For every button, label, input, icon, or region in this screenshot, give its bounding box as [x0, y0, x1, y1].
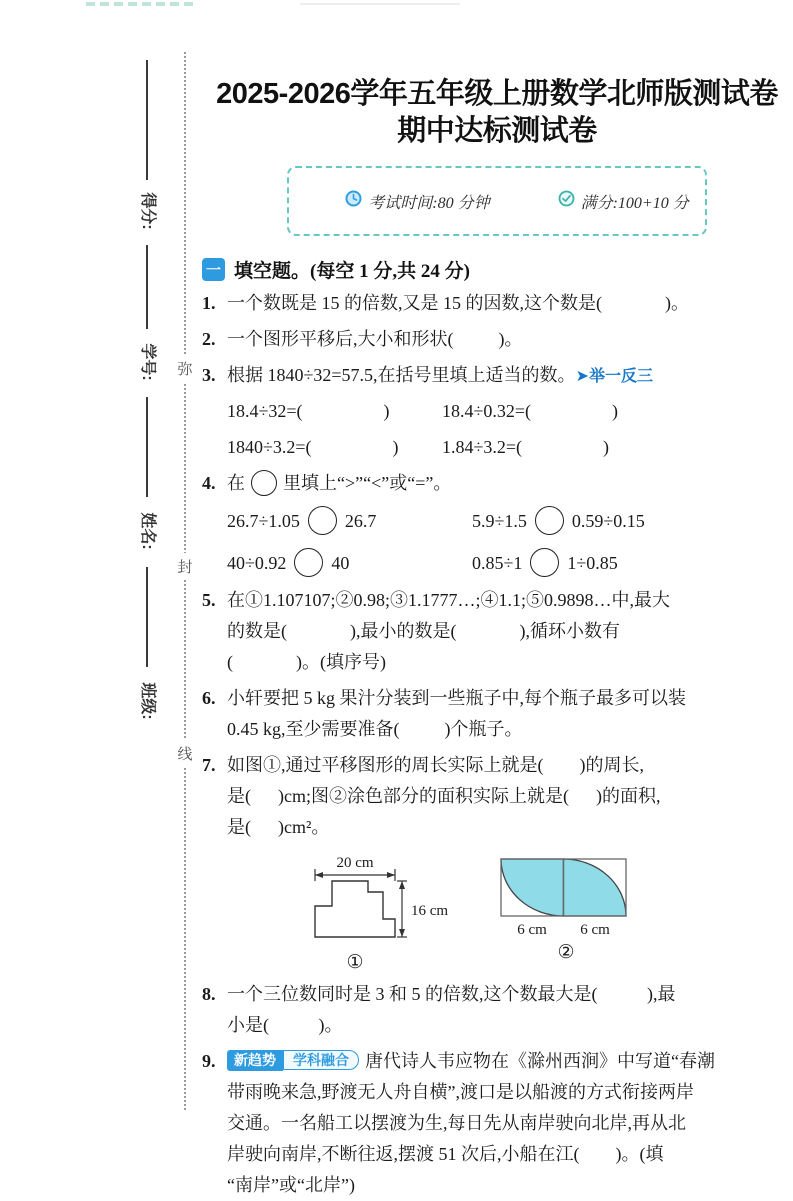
question-number: 6. — [202, 688, 216, 708]
section-1-title: 填空题。(每空 1 分,共 24 分) — [234, 261, 470, 282]
question-number: 3. — [202, 365, 216, 385]
main-content — [202, 76, 792, 1201]
question-7 — [202, 750, 792, 843]
right-square-label: 6 cm — [580, 922, 610, 938]
comparison-left: 40÷0.92 — [227, 553, 287, 573]
name-field-label: 姓名: — [139, 512, 156, 550]
question-number: 1. — [202, 293, 216, 313]
seal-char-feng: 封 — [176, 553, 194, 580]
question-text: 小是( )。 — [227, 1015, 343, 1035]
seal-char-xian: 线 — [176, 740, 194, 767]
compare-circle-blank — [535, 506, 564, 535]
compare-circle-blank — [294, 548, 323, 577]
exam-info-box — [287, 166, 706, 236]
question-6 — [202, 683, 792, 745]
staircase-shape — [315, 881, 395, 937]
equation-blank: 18.4÷0.32=( ) — [442, 401, 619, 421]
question-text: 小轩要把 5 kg 果汁分装到一些瓶子中,每个瓶子最多可以装 — [227, 688, 686, 708]
question-text: ( )。(填序号) — [227, 652, 386, 672]
exam-score-label: 满分:100+10 分 — [580, 194, 689, 212]
compare-circle-blank — [308, 506, 337, 535]
section-1-header — [202, 256, 792, 283]
question-1 — [202, 288, 792, 319]
question-number: 9. — [202, 1051, 216, 1071]
question-9 — [202, 1046, 792, 1201]
question-text: 一个三位数同时是 3 和 5 的倍数,这个数最大是( ),最 — [227, 984, 676, 1004]
question-text: 的数是( ),最小的数是( ),循环小数有 — [227, 621, 620, 641]
scan-artifact-gray — [300, 3, 460, 5]
comparison-right: 40 — [331, 553, 350, 573]
question-3-equations — [227, 396, 792, 463]
question-text — [227, 360, 792, 392]
check-circle-icon — [518, 172, 575, 230]
question-8 — [202, 979, 792, 1041]
question-text: 一个数既是 15 的倍数,又是 15 的因数,这个数是( )。 — [227, 293, 689, 313]
question-4 — [202, 468, 792, 499]
seal-line — [184, 52, 186, 1110]
comparison-item — [227, 547, 472, 580]
question-text: “南岸”或“北岸”) — [227, 1175, 355, 1195]
figure-2-caption: ② — [557, 942, 575, 963]
comparison-right: 0.59÷0.15 — [571, 511, 645, 531]
comparison-left: 26.7÷1.05 — [227, 511, 300, 531]
question-4-pre: 在 — [227, 473, 245, 493]
subject-integration-badge: 学科融合 — [283, 1050, 359, 1070]
question-4-post: 里填上“>”“<”或“=”。 — [283, 473, 452, 493]
blank-line — [146, 60, 148, 180]
comparison-item — [472, 505, 792, 538]
question-9-text: 唐代诗人韦应物在《滁州西涧》中写道“春潮 — [365, 1051, 715, 1071]
blank-line — [146, 397, 148, 497]
comparison-item — [227, 505, 472, 538]
left-square-label: 6 cm — [517, 922, 547, 938]
question-text: 是( )cm;图②涂色部分的面积实际上就是( )的面积, — [227, 786, 661, 806]
equation-blank: 18.4÷32=( ) — [227, 401, 390, 421]
figure-1-caption: ① — [346, 952, 364, 973]
question-number: 4. — [202, 473, 216, 493]
figure-1-staircase — [300, 853, 462, 974]
question-text: 在①1.107107;②0.98;③1.1777…;④1.1;⑤0.9898…中,最大 — [227, 590, 671, 610]
class-field-label: 班级: — [139, 682, 156, 720]
staircase-diagram — [300, 853, 462, 949]
paper-title-line2: 期中达标测试卷 — [397, 115, 597, 147]
comparison-left: 0.85÷1 — [472, 553, 523, 573]
question-number: 7. — [202, 755, 216, 775]
comparison-right: 26.7 — [344, 511, 377, 531]
question-number: 8. — [202, 984, 216, 1004]
practice-tag: ➤举一反三 — [575, 368, 653, 385]
score-field-label: 得分: — [139, 192, 156, 230]
equation-blank: 1840÷3.2=( ) — [227, 437, 399, 457]
comparison-left: 5.9÷1.5 — [472, 511, 527, 531]
question-7-figures — [300, 853, 792, 974]
blank-line — [146, 567, 148, 667]
question-number: 2. — [202, 329, 216, 349]
comparison-right: 1÷0.85 — [567, 553, 618, 573]
compare-circle-blank — [251, 470, 277, 496]
height-dimension-label: 16 cm — [411, 903, 449, 919]
question-number: 5. — [202, 590, 216, 610]
equation-blank: 1.84÷3.2=( ) — [442, 437, 610, 457]
question-text: 0.45 kg,至少需要准备( )个瓶子。 — [227, 719, 523, 739]
student-id-field-label: 学号: — [139, 343, 156, 381]
question-text: 交通。一名船工以摆渡为生,每日先从南岸驶向北岸,再从北 — [227, 1113, 686, 1133]
blank-line — [146, 245, 148, 329]
shaded-quarter-left — [501, 859, 564, 916]
new-trend-badge: 新趋势 — [227, 1050, 283, 1071]
exam-score — [518, 172, 689, 230]
seal-char-mi: 弥 — [176, 355, 194, 382]
question-3-text: 根据 1840÷32=57.5,在括号里填上适当的数。 — [227, 365, 576, 385]
question-4-comparisons — [227, 505, 792, 580]
question-3 — [202, 360, 792, 392]
question-text: 如图①,通过平移图形的周长实际上就是( )的周长, — [227, 755, 644, 775]
question-2 — [202, 324, 792, 355]
scan-artifact-teal — [86, 2, 194, 6]
question-text: 岸驶向南岸,不断往返,摆渡 51 次后,小船在江( )。(填 — [227, 1144, 664, 1164]
section-1-badge: 一 — [202, 258, 225, 281]
comparison-item — [472, 547, 792, 580]
compare-circle-blank — [530, 548, 559, 577]
exam-time — [305, 172, 489, 230]
exam-time-label: 考试时间:80 分钟 — [368, 194, 490, 212]
clock-icon — [305, 172, 362, 230]
question-5 — [202, 585, 792, 678]
paper-title-line1: 2025-2026学年五年级上册数学北师版测试卷 — [216, 78, 778, 110]
question-text — [227, 468, 792, 499]
question-text: 一个图形平移后,大小和形状( )。 — [227, 329, 523, 349]
figure-2-quarter-circles — [496, 853, 646, 964]
question-text: 是( )cm²。 — [227, 817, 330, 837]
quarter-circles-diagram — [496, 853, 646, 939]
shaded-quarter-right — [564, 859, 627, 916]
question-text — [227, 1046, 792, 1077]
question-text: 带雨晚来急,野渡无人舟自横”,渡口是以船渡的方式衔接两岸 — [227, 1082, 694, 1102]
width-dimension-label: 20 cm — [336, 855, 374, 871]
